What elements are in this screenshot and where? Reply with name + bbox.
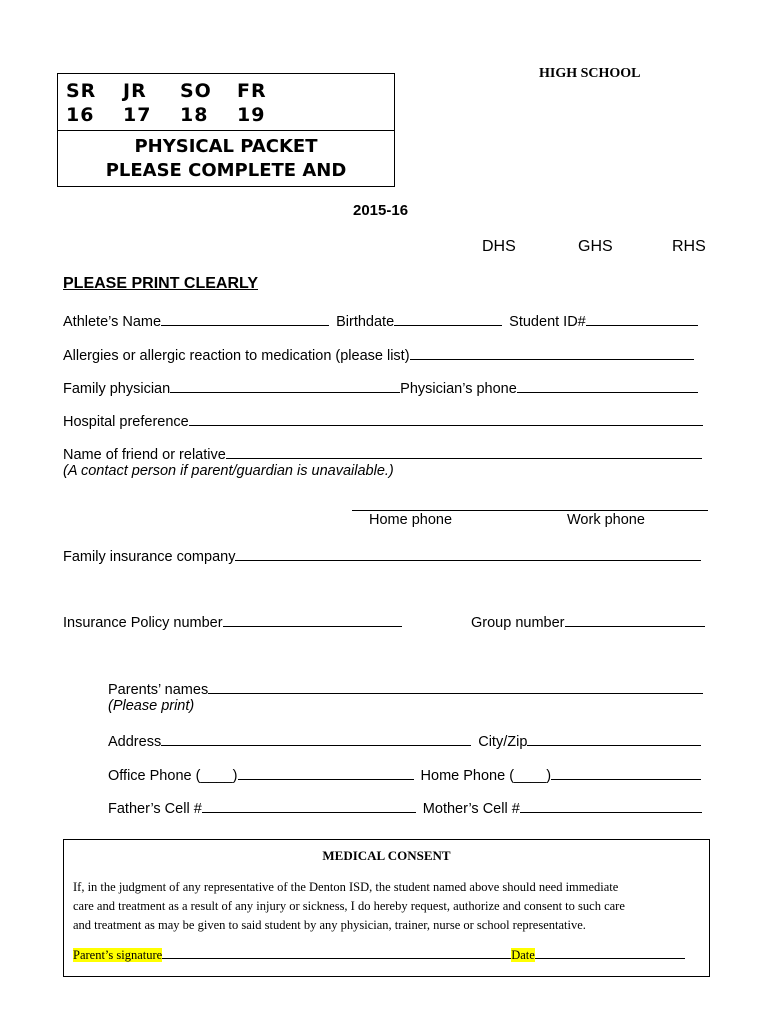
office-phone-label: Office Phone (____) (108, 768, 238, 784)
contact-note: (A contact person if parent/guardian is unavailable.) (63, 463, 394, 479)
signature-row (73, 946, 685, 965)
allergies-row (63, 345, 694, 364)
packet-subtitle: PLEASE COMPLETE AND (105, 160, 347, 181)
cell-row (108, 798, 702, 817)
mother-cell-field[interactable] (520, 798, 702, 813)
consent-body (73, 878, 625, 935)
consent-line: If, in the judgment of any representative of the Denton ISD, the student named above should need immediate (73, 880, 619, 894)
medical-consent-box (63, 839, 710, 977)
grade-fr: FR (237, 80, 267, 102)
date-label: Date (511, 948, 535, 962)
school-rhs: RHS (672, 238, 706, 255)
address-row (108, 731, 701, 750)
school-dhs: DHS (482, 238, 516, 255)
policy-number-field[interactable] (223, 612, 402, 627)
consent-line: and treatment as may be given to said student by any physician, trainer, nurse or school representative. (73, 918, 586, 932)
school-year: 2015-16 (353, 202, 409, 219)
group-number-label: Group number (471, 615, 565, 631)
parents-row (108, 679, 703, 698)
athlete-name-field[interactable] (161, 311, 329, 326)
physician-row (63, 378, 698, 397)
home-phone-label: Home Phone (____) (420, 768, 552, 784)
school-label: HIGH SCHOOL (539, 66, 641, 81)
consent-line: care and treatment as a result of any injury or sickness, I do hereby request, authorize and consent to such care (73, 899, 625, 913)
allergies-field[interactable] (410, 345, 694, 360)
mother-cell-label: Mother’s Cell # (422, 801, 520, 817)
physician-phone-field[interactable] (517, 378, 698, 393)
year-17: 17 (123, 104, 152, 126)
parents-names-field[interactable] (208, 679, 703, 694)
year-19: 19 (237, 104, 266, 126)
home-phone-caption: Home phone (369, 512, 453, 528)
year-18: 18 (180, 104, 209, 126)
hospital-label: Hospital preference (63, 414, 189, 430)
home-phone-field[interactable] (551, 765, 701, 780)
birthdate-label: Birthdate (336, 314, 395, 330)
athlete-name-row (63, 311, 698, 330)
student-id-field[interactable] (586, 311, 698, 326)
please-print-note: (Please print) (108, 698, 195, 714)
city-zip-label: City/Zip (478, 734, 528, 750)
print-clearly-heading: PLEASE PRINT CLEARLY (63, 275, 258, 292)
student-id-label: Student ID# (509, 314, 586, 330)
friend-row (63, 444, 702, 463)
insurance-row (63, 546, 701, 565)
father-cell-label: Father’s Cell # (108, 801, 202, 817)
athlete-name-label: Athlete’s Name (63, 314, 162, 330)
allergies-label: Allergies or allergic reaction to medication (please list) (63, 348, 410, 364)
parent-phone-row (108, 765, 701, 784)
office-phone-field[interactable] (238, 765, 414, 780)
parents-names-label: Parents’ names (108, 682, 209, 698)
family-physician-field[interactable] (170, 378, 400, 393)
insurance-company-label: Family insurance company (63, 549, 236, 565)
birthdate-field[interactable] (394, 311, 502, 326)
group-number-field[interactable] (565, 612, 705, 627)
parent-signature-label: Parent’s signature (73, 948, 163, 962)
hospital-field[interactable] (189, 411, 703, 426)
class-year-box (57, 73, 395, 187)
friend-label: Name of friend or relative (63, 447, 226, 463)
date-field[interactable] (535, 946, 685, 959)
policy-row (63, 612, 402, 631)
group-row (471, 612, 705, 631)
family-physician-label: Family physician (63, 381, 171, 397)
packet-title: PHYSICAL PACKET (134, 136, 318, 157)
father-cell-field[interactable] (202, 798, 416, 813)
school-ghs: GHS (578, 238, 613, 255)
city-zip-field[interactable] (527, 731, 701, 746)
friend-field[interactable] (226, 444, 702, 459)
box-divider (58, 130, 394, 131)
grade-so: SO (180, 80, 212, 102)
address-field[interactable] (161, 731, 471, 746)
policy-number-label: Insurance Policy number (63, 615, 223, 631)
grade-jr: JR (123, 80, 147, 102)
hospital-row (63, 411, 703, 430)
phone-line[interactable] (352, 510, 708, 511)
grade-sr: SR (66, 80, 97, 102)
work-phone-caption: Work phone (567, 512, 645, 528)
year-16: 16 (66, 104, 95, 126)
physician-phone-label: Physician’s phone (400, 381, 517, 397)
parent-signature-field[interactable] (162, 946, 511, 959)
consent-title: MEDICAL CONSENT (322, 848, 451, 863)
insurance-company-field[interactable] (235, 546, 701, 561)
address-label: Address (108, 734, 162, 750)
